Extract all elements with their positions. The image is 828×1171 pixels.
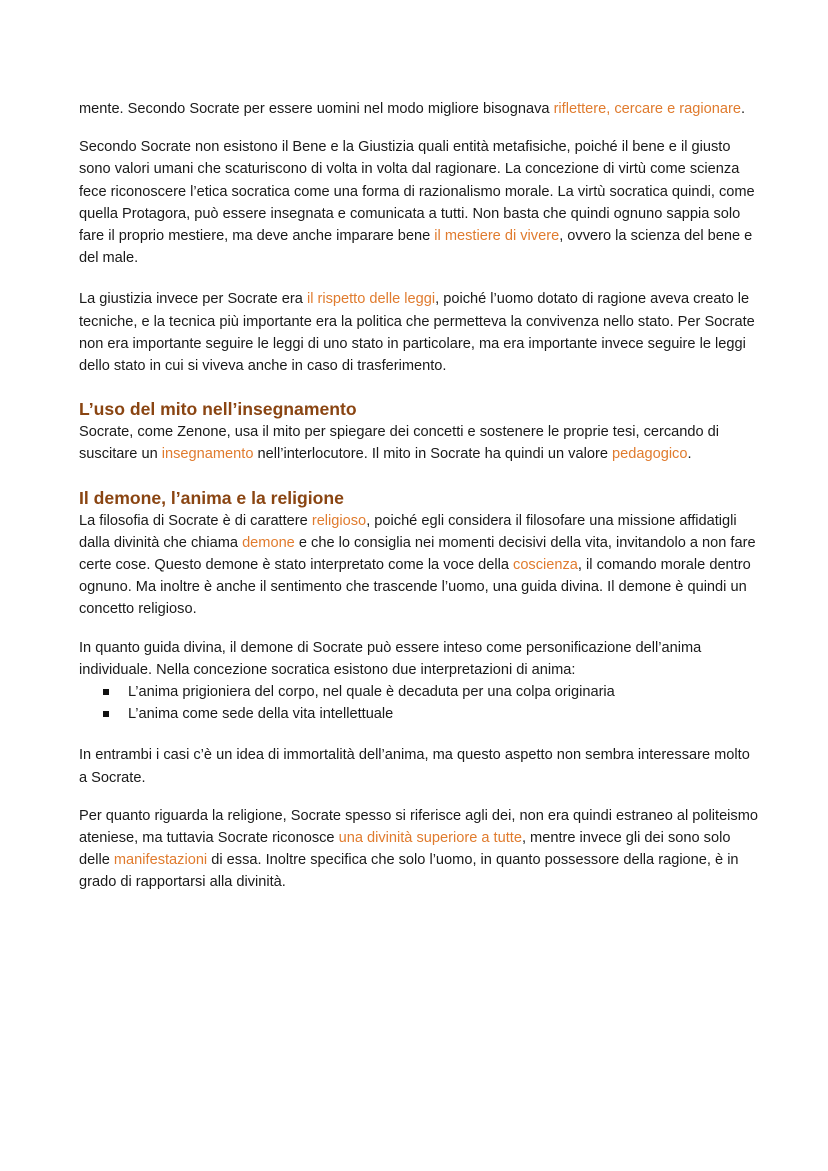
text-run: . [687, 446, 692, 463]
highlight-text: religioso [311, 512, 367, 529]
text-run: mente. Secondo Socrate per essere uomini nel modo migliore bisognava [79, 101, 554, 117]
paragraph-good-justice [79, 136, 758, 269]
highlight-text: il rispetto delle leggi [306, 291, 436, 308]
section-heading-demon: Il demone, l’anima e la religione [79, 487, 344, 508]
highlight-text: manifestazioni [113, 852, 208, 869]
paragraph-soul: In quanto guida divina, il demone di Socrate può essere inteso come personificazione dell’anima individuale. Nella concezione socratica esistono due interpretazioni di anima: [79, 639, 702, 678]
highlight-text: demone [242, 534, 295, 551]
text-run: di essa. Inoltre specifica che solo l’uomo, in quanto possessore della ragione, è in grado di rapportarsi alla divinità. [79, 852, 739, 891]
highlight-text: coscienza [513, 557, 578, 574]
soul-interpretations-list [79, 681, 758, 725]
text-run: , il comando morale dentro ognuno. Ma inoltre è anche il sentimento che trascende l’uomo, una guida divina. Il demone è quindi un concetto religioso. [79, 557, 751, 618]
text-run: , poiché egli considera il filosofare una missione affidatigli dalla divinità che chiama [79, 512, 737, 551]
square-bullet-icon [103, 689, 109, 695]
text-run: , ovvero la scienza del bene e del male. [79, 228, 753, 267]
list-item [103, 703, 758, 725]
paragraph-religion [79, 805, 758, 894]
paragraph-virtue-intro [79, 98, 758, 120]
text-run: , poiché l’uomo dotato di ragione aveva creato le tecniche, e la tecnica più importante era la politica che permetteva la convivenza nello stato. Per Socrate non era importante seguire le leggi di uno stato in particolare, ma era importante invece seguire le leggi dello stato in cui si viveva anche in caso di trasferimento. [79, 291, 755, 375]
paragraph-demon [79, 510, 758, 621]
section-heading-myth: L’uso del mito nell’insegnamento [79, 399, 357, 420]
text-run: Socrate, come Zenone, usa il mito per spiegare dei concetti e sostenere le proprie tesi, cercando di suscitare un [79, 424, 720, 463]
text-run: La filosofia di Socrate è di carattere [79, 512, 312, 529]
list-item-text: L’anima prigioniera del corpo, nel quale è decaduta per una colpa originaria [128, 684, 615, 701]
text-run: La giustizia invece per Socrate era [79, 291, 307, 308]
text-run: , mentre invece gli dei sono solo delle [79, 830, 731, 869]
text-run: Secondo Socrate non esistono il Bene e la Giustizia quali entità metafisiche, poiché il bene e il giusto sono valori umani che scaturiscono di volta in volta dal ragionare. La concezione di virtù come scienza fece riconoscere l’etica socratica come una forma di razionalismo morale. La virtù socratica quindi, come quella Protagora, può essere insegnata e comunicata a tutti. Non basta che quindi ognuno sappia solo fare il proprio mestiere, ma deve anche imparare bene [79, 139, 755, 245]
square-bullet-icon [103, 711, 109, 717]
text-run: . [740, 101, 745, 117]
text-run: Per quanto riguarda la religione, Socrate spesso si riferisce agli dei, non era quindi estraneo al politeismo ateniese, ma tuttavia Socrate riconosce [79, 807, 758, 847]
highlight-text: insegnamento [161, 446, 254, 463]
text-run: nell’interlocutore. Il mito in Socrate ha quindi un valore [253, 446, 612, 463]
highlight-text: pedagogico [612, 446, 688, 463]
paragraph-myth [79, 421, 758, 465]
highlight-text: una divinità superiore a tutte [338, 830, 522, 847]
text-run: e che lo consiglia nei momenti decisivi della vita, invitandolo a non fare certe cose. Questo demone è stato interpretato come la voce della [79, 534, 756, 574]
highlight-text: riflettere, cercare e ragionare [553, 101, 741, 117]
list-item-text: L’anima come sede della vita intellettuale [128, 706, 394, 723]
highlight-text: il mestiere di vivere [434, 228, 560, 245]
list-item [103, 681, 758, 703]
paragraph-immortality: In entrambi i casi c’è un idea di immortalità dell’anima, ma questo aspetto non sembra interessare molto a Socrate. [79, 747, 750, 786]
paragraph-justice-laws [79, 288, 758, 377]
